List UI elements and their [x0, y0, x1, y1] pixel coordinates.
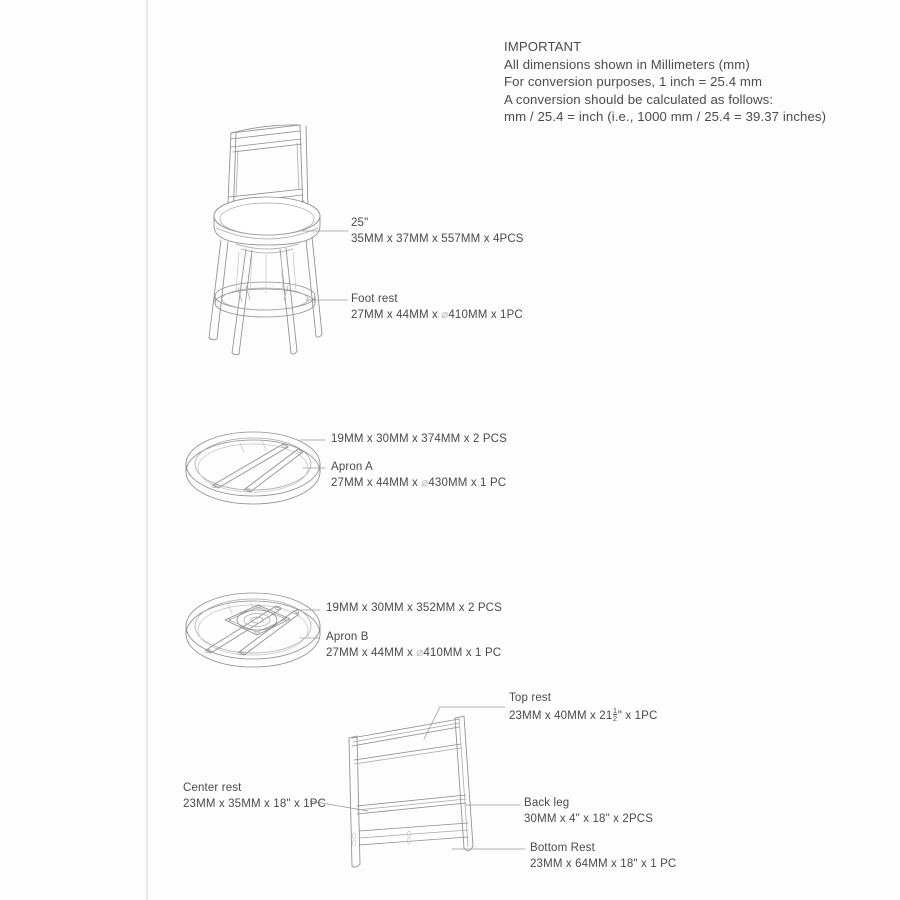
- callout-foot-rest-spec: 27MM x 44MM x ⌀410MM x 1PC: [351, 308, 523, 321]
- callout-apron-a: [331, 460, 506, 491]
- notice-line-2: For conversion purposes, 1 inch = 25.4 mm: [504, 74, 763, 90]
- callout-foot-rest: [351, 292, 523, 323]
- callout-leg: [351, 216, 524, 247]
- back-frame-illustration: [349, 716, 473, 867]
- callout-back-leg-title: Back leg: [524, 797, 570, 809]
- important-notice: [504, 38, 826, 126]
- callout-apron-b-rail-spec: 19MM x 30MM x 352MM x 2 PCS: [326, 602, 502, 614]
- callout-bottom-rest: [530, 841, 676, 872]
- callout-center-rest: [183, 781, 326, 812]
- stool-illustration: [209, 125, 322, 355]
- apron-a-illustration: [186, 432, 320, 504]
- notice-line-1: All dimensions shown in Millimeters (mm): [504, 56, 750, 72]
- diameter-symbol: ⌀: [416, 646, 424, 659]
- callout-top-rest: [509, 691, 657, 724]
- diameter-symbol: ⌀: [421, 476, 429, 489]
- callout-apron-b-spec: 27MM x 44MM x ⌀410MM x 1 PC: [326, 646, 502, 659]
- callout-back-leg-spec: 30MM x 4" x 18" x 2PCS: [524, 812, 654, 825]
- callout-center-rest-spec: 23MM x 35MM x 18" x 1PC: [183, 797, 327, 810]
- notice-line-4: mm / 25.4 = inch (i.e., 1000 mm / 25.4 = 39.37 inches): [504, 109, 827, 125]
- callout-top-rest-title: Top rest: [509, 692, 552, 704]
- callout-apron-a-title: Apron A: [331, 461, 373, 473]
- callout-leg-spec: 35MM x 37MM x 557MM x 4PCS: [351, 232, 524, 245]
- callout-back-leg: [524, 796, 653, 827]
- callout-top-rest-spec: 23MM x 40MM x 21 $\frac{1}{2}$ " x 1PC: [509, 705, 658, 724]
- callout-apron-b-title: Apron B: [326, 631, 369, 643]
- notice-line-3: A conversion should be calculated as follows:: [504, 91, 774, 107]
- callout-apron-a-rail-spec: 19MM x 30MM x 374MM x 2 PCS: [331, 433, 507, 445]
- callout-bottom-rest-spec: 23MM x 64MM x 18" x 1 PC: [530, 857, 677, 870]
- callout-apron-b: [326, 630, 501, 661]
- callout-center-rest-title: Center rest: [183, 782, 242, 794]
- callout-apron-a-rail: [331, 432, 507, 448]
- apron-b-illustration: [186, 593, 320, 667]
- diameter-symbol: ⌀: [441, 308, 449, 321]
- important-heading: IMPORTANT: [504, 39, 582, 54]
- fraction-one-half: $\frac{1}{2}$: [612, 705, 618, 724]
- callout-leg-title: 25": [351, 217, 369, 229]
- callout-apron-b-rail: [326, 601, 502, 617]
- callout-foot-rest-title: Foot rest: [351, 293, 398, 305]
- callout-apron-a-spec: 27MM x 44MM x ⌀430MM x 1 PC: [331, 476, 507, 489]
- callout-bottom-rest-title: Bottom Rest: [530, 842, 595, 854]
